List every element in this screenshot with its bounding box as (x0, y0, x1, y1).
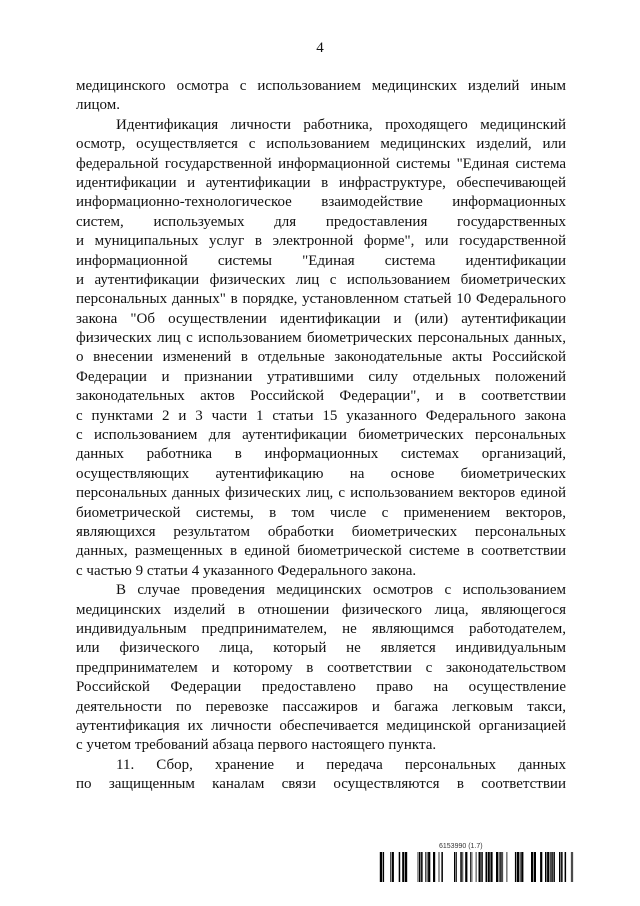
text-line: с частью 9 статьи 4 указанного Федерального закона. (76, 562, 417, 579)
text-line: осуществляющих аутентификацию на основе биометрических (76, 465, 566, 482)
text-line: систем, используемых для предоставления государственных (76, 213, 566, 230)
text-line: медицинского осмотра с использованием медицинских изделий иным (76, 78, 566, 94)
text-line: В случае проведения медицинских осмотров с использованием (116, 582, 566, 599)
text-line: информационно-технологическое взаимодействие информационных (76, 194, 566, 211)
text-line: Российской Федерации предоставлено право на осуществление (76, 679, 566, 696)
text-line: Федерации и признании утратившими силу отдельных положений (76, 368, 566, 385)
text-line: по защищенным каналам связи осуществляются в соответствии (76, 776, 566, 793)
text-line: биометрической системы, в том числе с применением векторов, (76, 504, 566, 521)
text-line: информационной системы "Единая система идентификации (76, 252, 566, 269)
text-line: с учетом требований абзаца первого настоящего пункта. (76, 737, 437, 754)
text-line: персональных данных физических лиц, с использованием векторов единой (76, 485, 566, 502)
barcode (377, 843, 577, 883)
text-line: идентификации и аутентификации в инфраструктуре, обеспечивающей (76, 174, 566, 191)
text-line: с пунктами 2 и 3 части 1 статьи 15 указанного Федерального закона (76, 407, 566, 424)
text-line: данных работника в информационных системах организаций, (76, 446, 566, 463)
text-line: 11. Сбор, хранение и передача персональных данных (116, 756, 566, 773)
text-line: осмотр, осуществляется с использованием медицинских изделий, или (76, 136, 566, 153)
text-line: и аутентификации физических лиц с использованием биометрических (76, 271, 566, 288)
text-line: деятельности по перевозке пассажиров и багажа легковым такси, (76, 698, 566, 715)
text-line: медицинских изделий в отношении физического лица, являющегося (76, 601, 566, 618)
barcode-bars (377, 852, 577, 882)
text-line: лицом. (76, 97, 120, 114)
text-line: с использованием для аутентификации биометрических персональных (76, 427, 566, 444)
text-line: о внесении изменений в отдельные законодательные акты Российской (76, 349, 566, 366)
text-line: федеральной государственной информационной системы "Единая система (76, 155, 566, 172)
text-line: Идентификация личности работника, проходящего медицинский (116, 116, 566, 133)
text-line: индивидуальным предпринимателем, не являющимся работодателем, (76, 620, 566, 637)
document-body (76, 77, 566, 794)
text-line: законодательных актов Российской Федерации", и в соответствии (76, 388, 566, 405)
text-line: предпринимателем и которому в соответствии с законодательством (76, 659, 566, 676)
text-line: персональных данных" в порядке, установленном статьей 10 Федерального (76, 291, 566, 308)
text-line: данных, размещенных в единой биометрической системе в соответствии (76, 543, 566, 560)
text-line: или физического лица, который не является индивидуальным (76, 640, 566, 657)
text-line: закона "Об осуществлении идентификации и (или) аутентификации (76, 310, 566, 327)
text-line: аутентификация их личности обеспечивается медицинской организацией (76, 717, 566, 734)
page-number: 4 (316, 40, 324, 56)
text-line: и муниципальных услуг в электронной форме", или государственной (76, 233, 566, 250)
barcode-caption: 6153990 (1.7) (439, 843, 483, 850)
text-line: являющихся результатом обработки биометрических персональных (76, 523, 566, 540)
text-line: физических лиц с использованием биометрических персональных данных, (76, 330, 566, 347)
